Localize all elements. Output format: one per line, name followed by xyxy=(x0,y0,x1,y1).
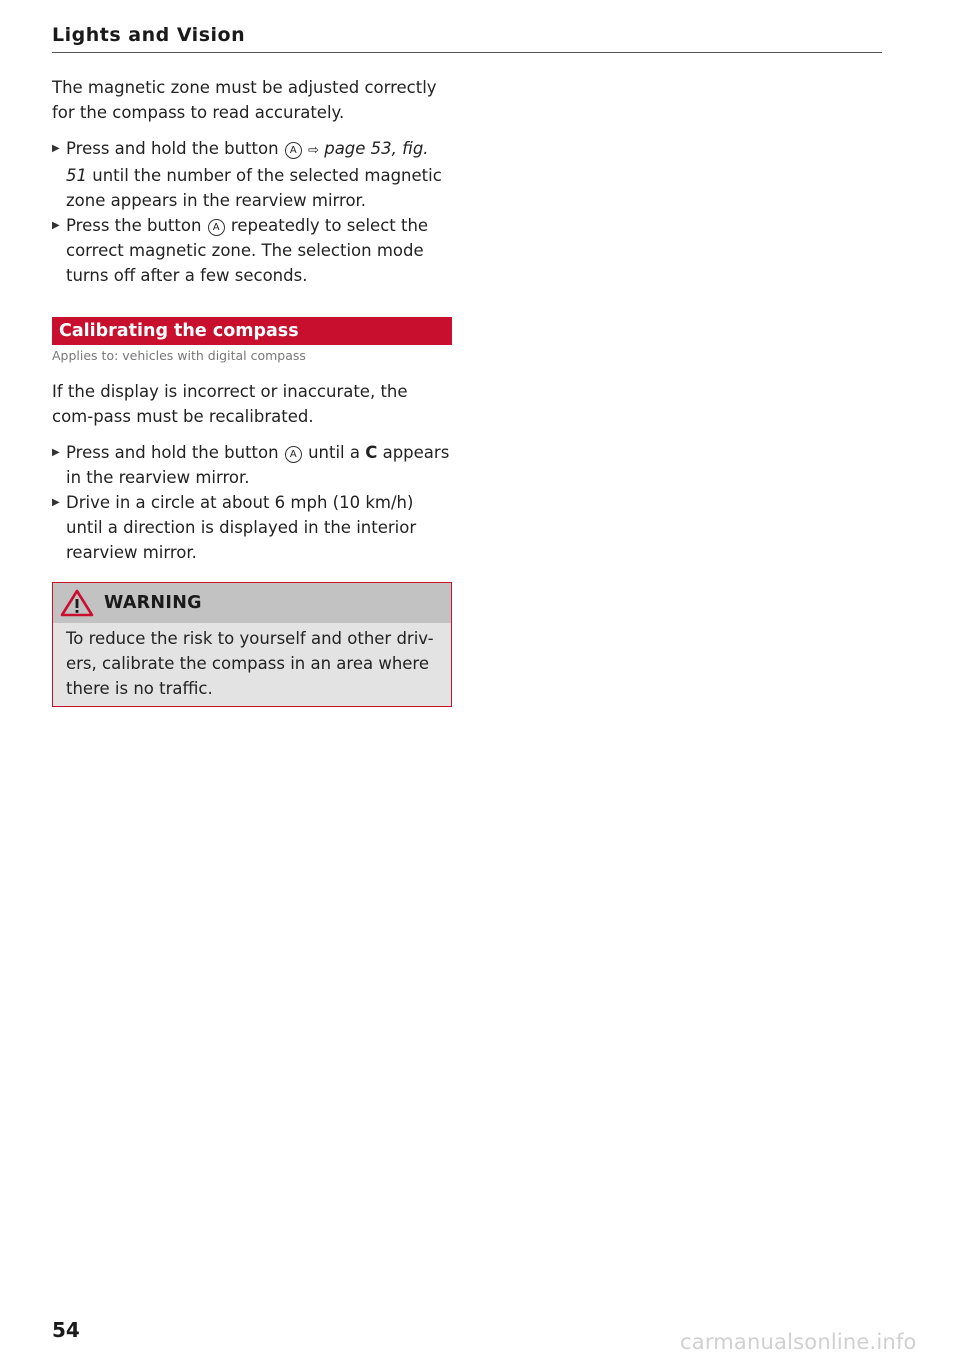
step-text: repeatedly to select the correct magnetic zone. The selection mode turns off after a few seconds. xyxy=(66,216,429,285)
main-column xyxy=(52,75,452,707)
bullet-arrow-icon: ▶ xyxy=(52,220,60,231)
intro-paragraph: The magnetic zone must be adjusted correctly for the compass to read accurately. xyxy=(52,78,437,122)
zone-step-2 xyxy=(52,213,452,288)
calibration-step-2 xyxy=(52,490,452,565)
step-text: appears in the rearview mirror. xyxy=(66,443,450,487)
applies-to-note: Applies to: vehicles with digital compass xyxy=(52,348,306,363)
bullet-arrow-icon: ▶ xyxy=(52,447,60,458)
step-text: Press and hold the button xyxy=(66,443,279,462)
step-text: Press the button xyxy=(66,216,202,235)
warning-title: WARNING xyxy=(104,593,202,613)
section-intro-paragraph: If the display is incorrect or inaccurate, the com-pass must be recalibrated. xyxy=(52,382,408,426)
zone-steps xyxy=(52,136,452,288)
warning-triangle-icon xyxy=(60,589,94,617)
calibration-steps xyxy=(52,440,452,565)
button-a-icon: A xyxy=(285,142,302,159)
zone-step-1 xyxy=(52,136,452,213)
step-text: until a xyxy=(308,443,360,462)
page-header xyxy=(52,22,882,53)
warning-text: To reduce the risk to yourself and other driv-ers, calibrate the compass in an area where there is no traffic. xyxy=(66,629,434,698)
step-bold-letter: C xyxy=(365,443,378,462)
page-header-title: Lights and Vision xyxy=(52,24,246,46)
warning-body xyxy=(53,623,451,706)
button-a-icon: A xyxy=(208,219,225,236)
calibration-step-1 xyxy=(52,440,452,490)
step-text: Drive in a circle at about 6 mph (10 km/h) until a direction is displayed in the interior rearview mirror. xyxy=(66,493,417,562)
watermark: carmanualsonline.info xyxy=(680,1330,917,1354)
section-heading: Calibrating the compass xyxy=(52,317,452,345)
page-number: 54 xyxy=(52,1318,80,1342)
warning-header xyxy=(53,583,451,623)
step-text: until the number of the selected magnetic zone appears in the rearview mirror. xyxy=(66,166,442,210)
reference-arrow-icon: ⇨ xyxy=(308,143,319,158)
bullet-arrow-icon: ▶ xyxy=(52,497,60,508)
bullet-arrow-icon: ▶ xyxy=(52,143,60,154)
button-a-icon: A xyxy=(285,446,302,463)
page-reference-link[interactable]: page 53, fig. 51 xyxy=(66,139,429,185)
warning-box xyxy=(52,582,452,707)
step-text: Press and hold the button xyxy=(66,139,279,158)
